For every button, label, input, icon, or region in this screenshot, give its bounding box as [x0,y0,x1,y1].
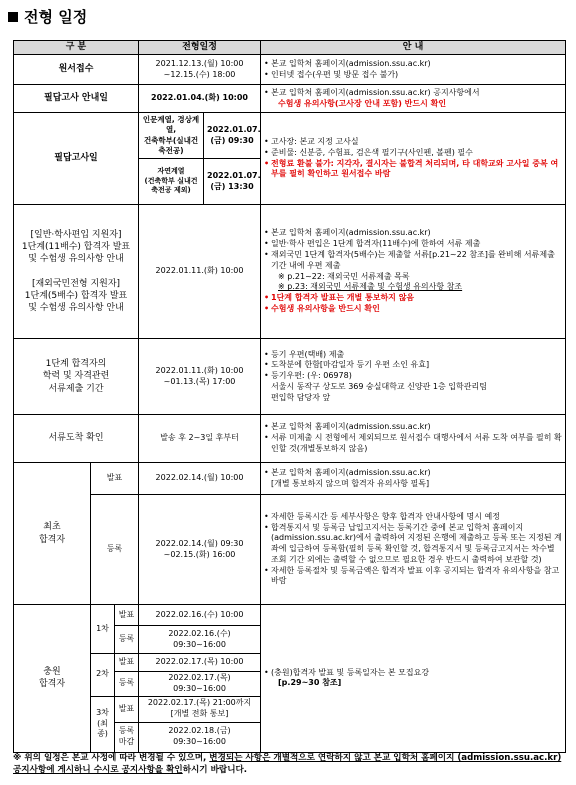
round-2-register-label: 등록 [115,672,139,697]
round-3-announce-label: 발표 [115,696,139,722]
row-stage1-info [261,205,566,339]
row-exam-label: 필답고사일 [14,113,139,205]
info-item-warning: 수험생 유의사항(고사장 안내 포함) 반드시 확인 [278,98,447,108]
info-item: • 본교 입학처 홈페이지(admission.ssu.ac.kr) [264,422,562,433]
row-stage1-date: 2022.01.11.(화) 10:00 [139,205,261,339]
schedule-table [13,40,566,753]
info-item: • 도착분에 한함[마감일자 등기 우편 소인 유효] [264,360,562,371]
round-1-announce-label: 발표 [115,605,139,626]
round-2-announce-label: 발표 [115,654,139,672]
row-additional-pass-label: 충원 합격자 [14,605,91,753]
first-pass-announce-label: 발표 [91,463,139,495]
row-documents-date: 2022.01.11.(화) 10:00 ~01.13.(목) 17:00 [139,339,261,415]
first-pass-register-label: 등록 [91,495,139,605]
first-pass-announce-info [261,463,566,495]
row-notice-label: 필답고사 안내일 [14,85,139,113]
row-arrival-date: 발송 후 2~3일 후부터 [139,415,261,463]
info-item: • 등기 우편(택배) 제출 [264,350,562,361]
exam-date-morning: 2022.01.07. (금) 09:30 [204,113,261,159]
row-stage1-label [14,205,139,339]
section-title [8,6,87,27]
info-subitem: [p.29~30 참조] [278,678,342,688]
round-3-announce-date: 2022.02.17.(목) 21:00까지 [개별 전화 통보] [139,696,261,722]
round-3-register-label: 등록 마감 [115,722,139,752]
info-item: • 본교 입학처 홈페이지(admission.ssu.ac.kr) [264,228,562,239]
round-2-label: 2차 [91,654,115,697]
info-item-warning: • 전형료 환불 불가: 지각자, 결시자는 불합격 처리되며, 타 대학교와 고사일 중복 여부를 필히 확인하고 원서접수 바람 [264,159,562,181]
info-item-warning: • 1단계 합격자 발표는 개별 통보하지 않음 [264,293,562,304]
info-item-warning: • 수험생 유의사항을 반드시 확인 [264,304,562,315]
first-pass-register-info [261,495,566,605]
footnote-text-c: 하시기 바랍니다. [182,765,248,776]
row-notice-date: 2022.01.04.(화) 10:00 [139,85,261,113]
row-first-pass-label: 최초 합격자 [14,463,91,605]
round-1-register-date: 2022.02.16.(수) 09:30~16:00 [139,626,261,654]
stage1-label-general: [일반·학사편입 지원자] 1단계(11배수) 합격자 발표 및 수험생 유의사항 안내 [21,230,131,265]
info-item: • 고사장: 본교 지정 고사실 [264,137,562,148]
round-3-register-date: 2022.02.18.(금) 09:30~16:00 [139,722,261,752]
row-documents-info [261,339,566,415]
info-item: • 본교 입학처 홈페이지(admission.ssu.ac.kr) [264,59,562,70]
info-item: • 자세한 등록시간 등 세부사항은 향후 합격자 안내사항에 명시 예정 [264,512,562,523]
footnote-text-a: 위의 일정은 본교 사정에 따라 변경될 수 있으며, [24,753,210,763]
exam-date-afternoon: 2022.01.07. (금) 13:30 [204,159,261,205]
footnote-text-b: 변경되는 사항은 개별적으로 연락하지 않고 본교 입학처 홈페이지 (admission.ssu.ac.kr) 공지사항에 게시하니 수시로 공지사항을 확인 [13,753,562,776]
header-schedule: 전형일정 [139,41,261,55]
info-item: • 합격통지서 및 등록금 납입고지서는 등록기간 중에 본교 입학처 홈페이지(admission.ssu.ac.kr)에서 출력하여 지정된 은행에 제출하고 등록 또는 지정된 계좌에 입금하여 등록함(필히 등록 확인할 것, 합격통지서 및 등록금고지서는 차수별 조회 기간 외에는 출력할 수 없으므로 필요한 경우 반드시 출력하여 보관할 것) [264,523,562,566]
info-subitem: ※ p.23: 재외국민 서류제출 및 수험생 유의사항 참조 [278,282,463,292]
info-item: • (충원)합격자 발표 및 등록일자는 본 모집요강 [264,668,562,679]
row-arrival-label: 서류도착 확인 [14,415,139,463]
exam-group-science: 자연계열 (건축학부 실내건축전공 제외) [139,159,204,205]
footnote-mark: ※ [13,753,22,763]
row-exam-info [261,113,566,205]
row-application-date: 2021.12.13.(월) 10:00 ~12.15.(수) 18:00 [139,55,261,85]
row-application-label: 원서접수 [14,55,139,85]
info-subitem: ※ p.21~22: 재외국민 서류제출 목록 [278,271,410,281]
header-info: 안 내 [261,41,566,55]
first-pass-announce-date: 2022.02.14.(월) 10:00 [139,463,261,495]
square-bullet-icon [8,12,18,22]
info-item: • 서류 미제출 시 전형에서 제외되므로 원서접수 대행사에서 서류 도착 여부를 필히 확인할 것(개별통보하지 않음) [264,433,562,455]
header-category: 구 분 [14,41,139,55]
info-item: • 준비물: 신분증, 수험표, 검은색 필기구(사인펜, 볼펜) 필수 [264,148,562,159]
row-arrival-info [261,415,566,463]
info-item: • 본교 입학처 홈페이지(admission.ssu.ac.kr) 공지사항에서 [264,88,562,99]
first-pass-register-date: 2022.02.14.(월) 09:30 ~02.15.(화) 16:00 [139,495,261,605]
row-documents-label: 1단계 합격자의 학력 및 자격관련 서류제출 기간 [14,339,139,415]
row-additional-pass-info [261,605,566,753]
round-1-announce-date: 2022.02.16.(수) 10:00 [139,605,261,626]
round-2-announce-date: 2022.02.17.(목) 10:00 [139,654,261,672]
footnote [13,752,565,777]
info-item: • 자세한 등록절차 및 등록금액은 합격자 발표 이후 공지되는 합격자 유의사항을 참고 바람 [264,566,562,588]
info-item: • 일반·학사 편입은 1단계 합격자(11배수)에 한하여 서류 제출 [264,239,562,250]
round-3-label: 3차 (최종) [91,696,115,752]
section-title-text: 전형 일정 [24,8,88,26]
info-item: • 인터넷 접수(우편 및 방문 접수 불가) [264,70,562,81]
round-2-register-date: 2022.02.17.(목) 09:30~16:00 [139,672,261,697]
info-item: • 등기우편: (우: 06978) 서울시 동작구 상도로 369 숭실대학교 신양관 1층 입학관리팀 편입학 담당자 앞 [264,371,562,403]
round-1-label: 1차 [91,605,115,654]
row-notice-info [261,85,566,113]
round-1-register-label: 등록 [115,626,139,654]
info-item: • 재외국민 1단계 합격자(5배수)는 제출할 서류[p.21~22 참조]를 완비해 서류제출 기간 내에 우편 제출 [264,250,562,272]
info-item: • 본교 입학처 홈페이지(admission.ssu.ac.kr) [개별 통보하지 않으며 합격자 유의사항 필독] [264,468,562,490]
row-application-info [261,55,566,85]
stage1-label-overseas: [재외국민전형 지원자] 1단계(5배수) 합격자 발표 및 수험생 유의사항 안내 [24,278,128,313]
exam-group-humanities: 인문계열, 경상계열, 건축학부(실내건축전공) [139,113,204,159]
